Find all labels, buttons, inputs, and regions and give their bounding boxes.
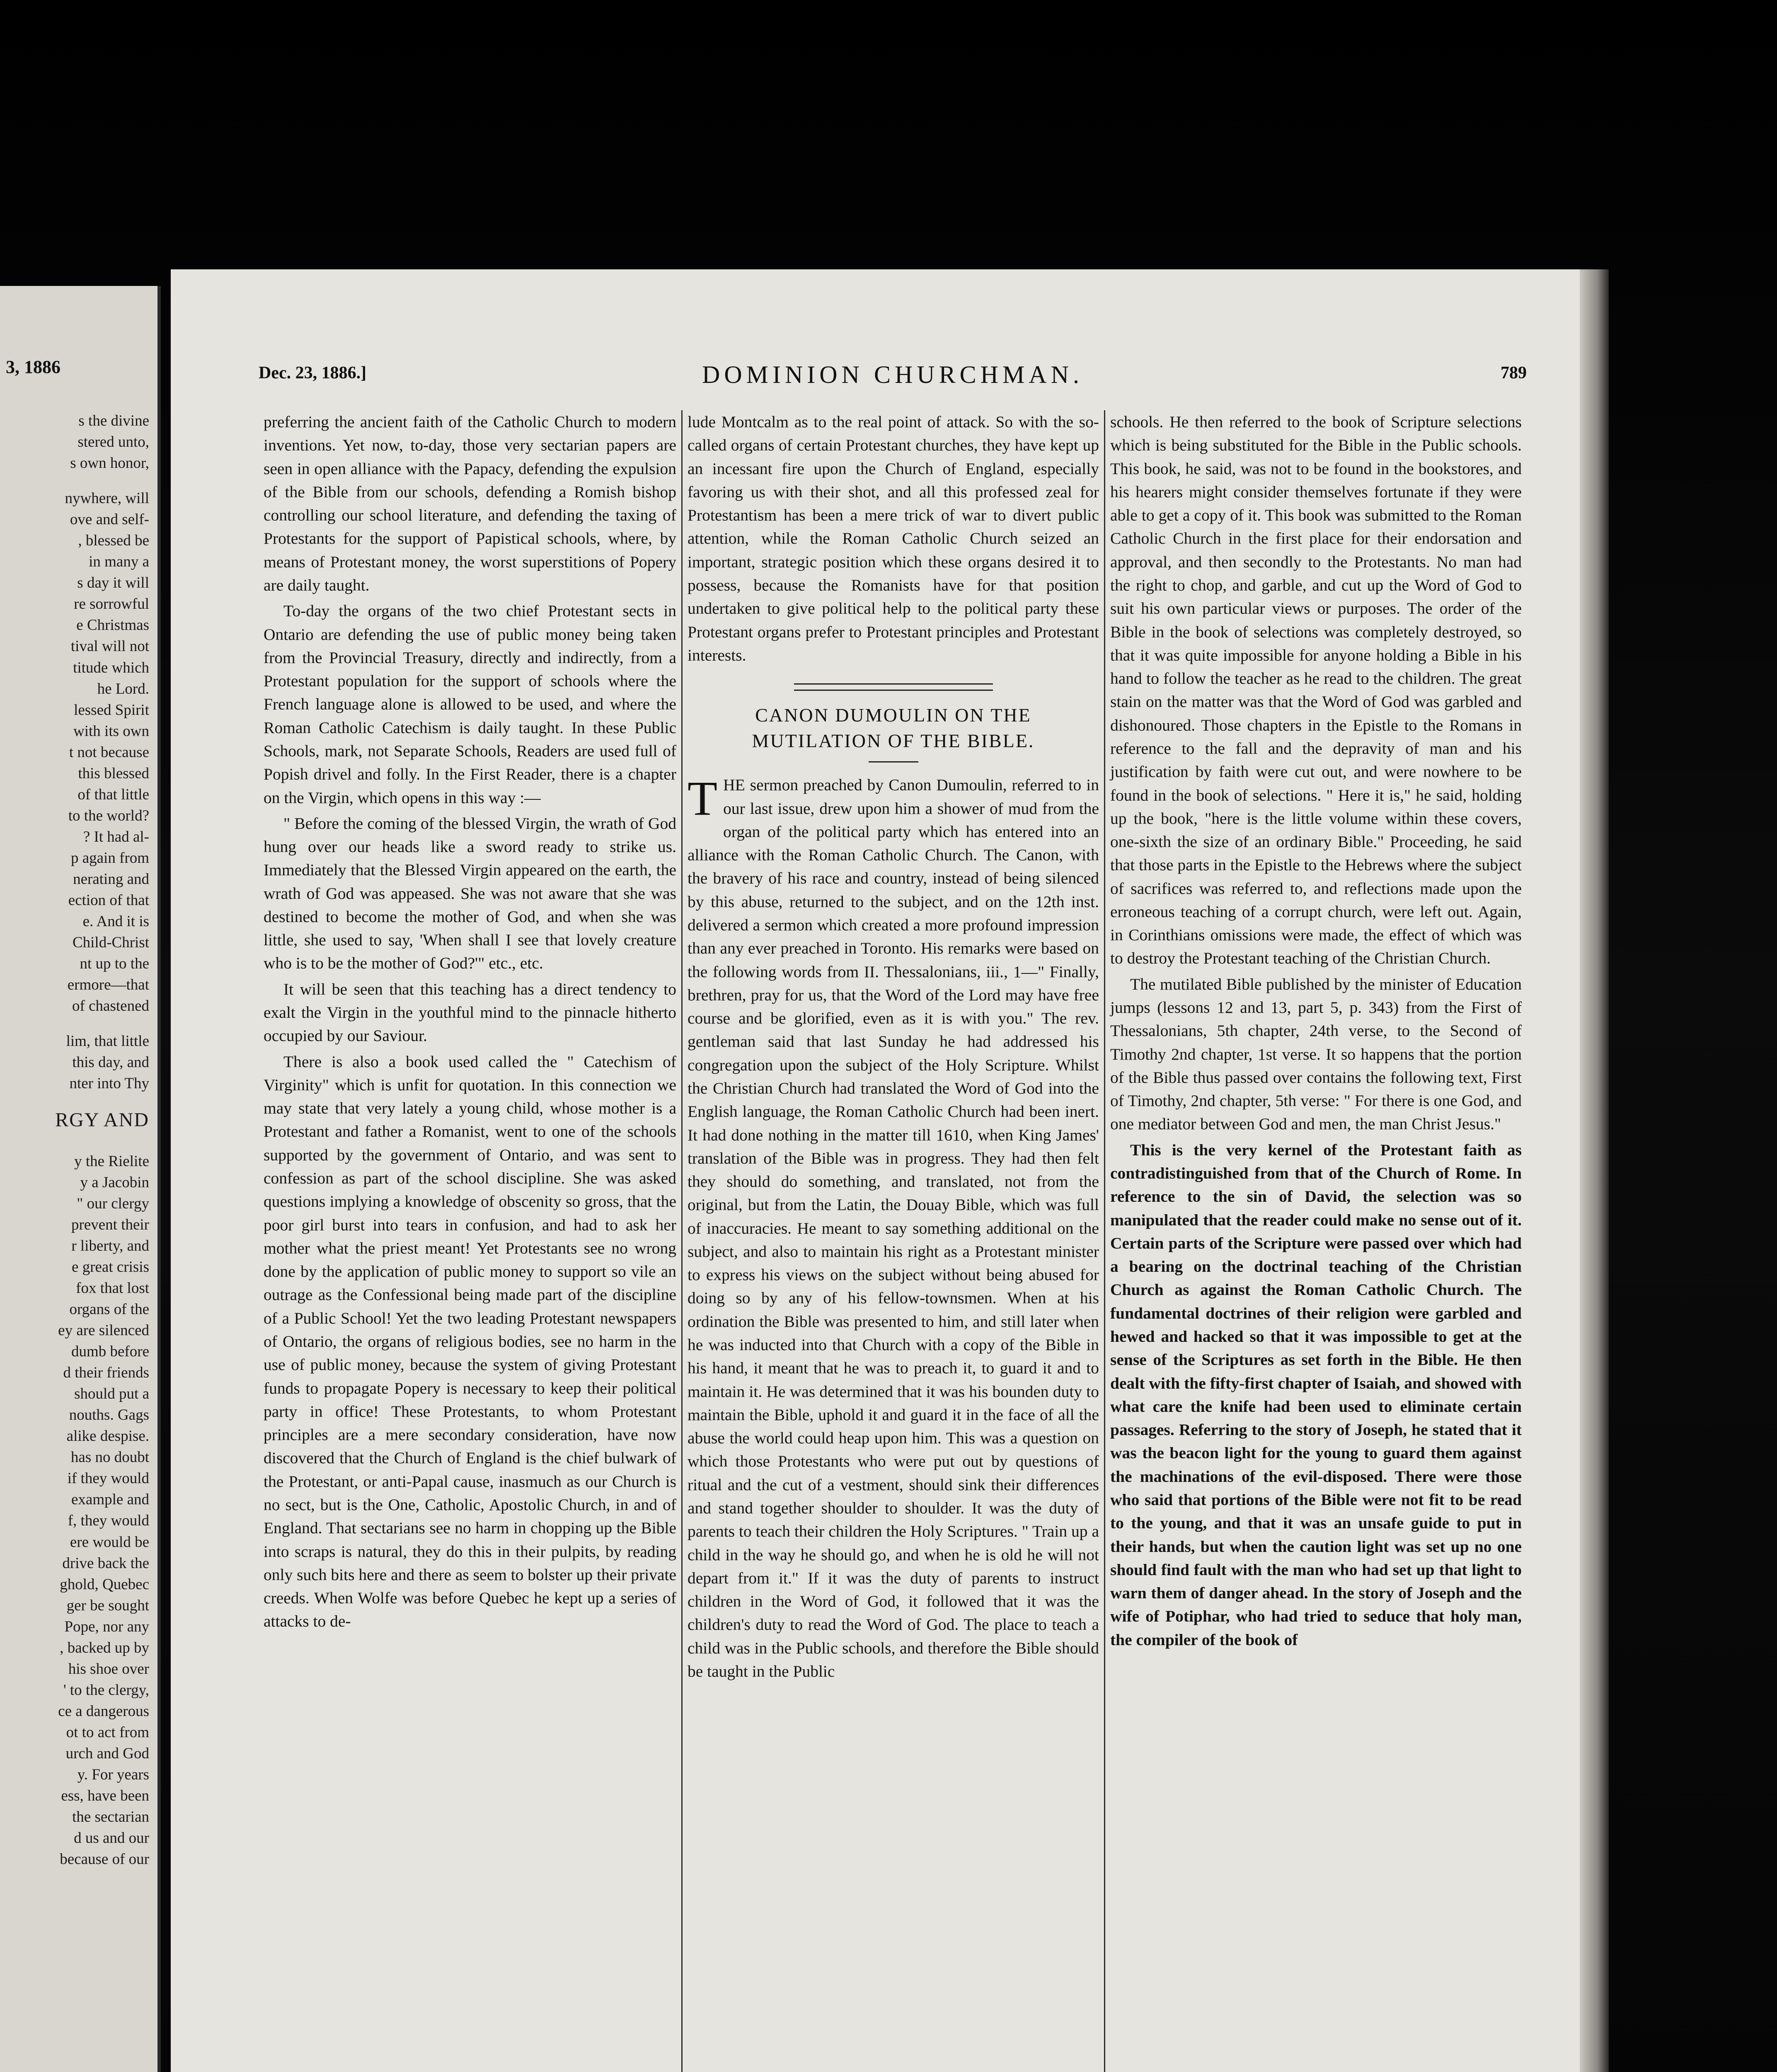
facing-page-line: urch and God xyxy=(65,1745,149,1762)
heading-rule xyxy=(869,761,918,762)
facing-page-text xyxy=(0,410,149,1870)
drop-cap: T xyxy=(688,771,718,826)
facing-page-line: of that little xyxy=(77,786,149,803)
facing-page-line: nouths. Gags xyxy=(69,1406,149,1424)
facing-page-line: t not because xyxy=(69,743,149,761)
quotation: " Before the coming of the blessed Virgin, the wrath of God hung over our heads like a sword ready to strike us. Immediately that the Blessed Virgin appeared on the earth, the wrath of God was appeased. She was not aware that she was destined to become the mother of God, and when she was little, she used to say, 'When shall I see that lovely creature who is to be the mother of God?'" etc., etc. xyxy=(264,814,676,973)
facing-page-line: stered unto, xyxy=(77,433,149,451)
facing-page-line: d us and our xyxy=(74,1830,149,1847)
facing-page-line: he Lord. xyxy=(97,680,149,697)
facing-page-line: in many a xyxy=(89,553,149,571)
running-head xyxy=(259,361,1527,390)
facing-page-line xyxy=(0,1017,149,1031)
paragraph: This is the very kernel of the Protestant faith as contradistinguished from that of the Church of Rome. In reference to the sin of David, the selection was so manipulated that the reader could make no sense out of it. Certain parts of the Scripture were passed over which had a bearing on the doctrinal teaching of the Christian Church as against the Roman Catholic Church. The fundamental doctrines of their religion were garbled and hewed and hacked so that it was impossible to get at the sense of the Scriptures as set forth in the Bible. He then dealt with the fifty-first chapter of Isaiah, and showed with what care the knife had been used to eliminate certain passages. Referring to the story of Joseph, he stated that it was the beacon light for the young to guard them against the machinations of the evil-disposed. There were those who said that portions of the Bible were not fit to be read to the young, and that it was an unsafe guide to put in their hands, but when the caution light was set up no one should find fault with the man who had set up that light to warn them of danger ahead. In the story of Joseph and the wife of Potiphar, who had tried to seduce that holy man, the compiler of the book of xyxy=(1110,1140,1522,1649)
facing-page-line: , backed up by xyxy=(60,1639,149,1656)
paragraph: It will be seen that this teaching has a direct tendency to exalt the Virgin in the youthful mind to the pinnacle hitherto occupied by our Saviour. xyxy=(264,980,676,1045)
facing-page-line: nerating and xyxy=(73,870,149,888)
facing-page-line: s own honor, xyxy=(70,455,149,472)
facing-page-line: f, they would xyxy=(68,1512,149,1530)
facing-page-line: s day it will xyxy=(77,574,149,592)
facing-page-heading: RGY AND xyxy=(55,1109,149,1131)
publication-title: DOMINION CHURCHMAN. xyxy=(702,361,1084,388)
facing-page-line: ? It had al- xyxy=(83,828,149,845)
facing-page-line: ' to the clergy, xyxy=(63,1681,149,1699)
facing-page-line: d their friends xyxy=(63,1364,149,1382)
facing-page-line: because of our xyxy=(60,1851,149,1868)
facing-page-line: example and xyxy=(71,1491,149,1508)
facing-page-line: to the world? xyxy=(68,807,149,824)
facing-page-line: lessed Spirit xyxy=(74,701,149,719)
facing-page-line: ger be sought xyxy=(66,1597,149,1614)
facing-page-line: ghold, Quebec xyxy=(60,1576,149,1593)
facing-page-line: y. For years xyxy=(77,1766,149,1784)
page-number: 789 xyxy=(1501,363,1527,382)
facing-page-line: nter into Thy xyxy=(69,1075,149,1092)
facing-page-line: lim, that little xyxy=(66,1033,149,1050)
facing-page-line: ove and self- xyxy=(70,511,149,528)
facing-page-line: ce a dangerous xyxy=(58,1702,149,1720)
facing-page-line: y a Jacobin xyxy=(80,1174,149,1191)
page-edge xyxy=(1580,269,1609,2072)
facing-page-line: with its own xyxy=(73,722,149,740)
facing-page-line: ess, have been xyxy=(61,1787,149,1805)
column-3 xyxy=(1104,410,1527,2072)
facing-page-line: this blessed xyxy=(78,765,149,782)
facing-page-line: titude which xyxy=(73,659,149,676)
paragraph: lude Montcalm as to the real point of attack. So with the so-called organs of certain Protestant churches, they have kept up an incessant fire upon the Church of England, especially favoring us with their shot, and all this professed zeal for Protestantism has been a mere trick of war to divert public attention, while the Roman Catholic Church seized an important, strategic position which these organs desired it to possess, because the Romanists have for that position undertaken to give political help to the political party these Protestant organs prefer to Protestant principles and Protestant interests. xyxy=(688,413,1099,664)
facing-page-line: tival will not xyxy=(70,638,149,655)
paragraph: preferring the ancient faith of the Catholic Church to modern inventions. Yet now, to-day, those very sectarian papers are seen in open alliance with the Papacy, defending the expulsion of the Bible from our schools, defending a Romish bishop controlling our school literature, and defending the taxing of Protestants for the support of Papistical schools, where, by means of Protestant money, the worst superstitions of Popery are daily taught. xyxy=(264,413,676,594)
issue-date: Dec. 23, 1886.] xyxy=(259,363,367,382)
facing-page-line: ot to act from xyxy=(66,1723,149,1741)
facing-page-line: has no doubt xyxy=(70,1449,149,1466)
facing-page-line: prevent their xyxy=(71,1216,149,1233)
facing-page-line: his shoe over xyxy=(68,1660,149,1677)
facing-page-line xyxy=(0,474,149,488)
facing-page-line: organs of the xyxy=(69,1301,149,1318)
facing-page-line: , blessed be xyxy=(78,532,149,549)
paragraph: To-day the organs of the two chief Protestant sects in Ontario are defending the use of public money being taken from the Provincial Treasury, directly and indirectly, from a Protestant population for the support of schools where the French language alone is allowed to be used, and where the Roman Catholic Catechism is daily taught. In these Public Schools, mark, not Separate Schools, Readers are used full of Popish drivel and folly. In the First Reader, there is a chapter on the Virgin, which opens in this way :— xyxy=(264,602,676,807)
facing-page-line: e great crisis xyxy=(72,1258,149,1276)
facing-page-line: Pope, nor any xyxy=(64,1618,149,1635)
facing-page-line: the sectarian xyxy=(72,1808,149,1826)
facing-page-line: p again from xyxy=(70,849,149,867)
facing-page-fragment xyxy=(0,286,161,2072)
facing-page-line: ection of that xyxy=(68,892,149,909)
section-divider xyxy=(794,683,993,691)
facing-page-line: y the Rielite xyxy=(74,1152,149,1170)
facing-page-line: e. And it is xyxy=(82,913,149,930)
facing-page-line: nt up to the xyxy=(80,955,149,973)
facing-page-line: ermore—that xyxy=(67,976,149,994)
facing-page-line: should put a xyxy=(74,1385,149,1403)
paragraph: schools. He then referred to the book of Scripture selections which is being substituted for the Bible in the Public schools. This book, he said, was not to be found in the bookstores, and his hearers might consider themselves fortunate if they were able to get a copy of it. This book was submitted to the Roman Catholic Church in the first place for their endorsation and approval, and then secondly to the Protestants. No man had the right to chop, and garble, and cut up the Word of God to suit his own particular views or purposes. The order of the Bible in the book of selections was completely destroyed, so that it was quite impossible for anyone holding a Bible in his hand to follow the teacher as he read to the children. The great stain on the matter was that the Word of God was garbled and dishonoured. Those chapters in the Epistle to the Romans in reference to the fall and the depravity of man and his justification by faith were cut out, and were nowhere to be found in the book of selections. " Here it is," he said, holding up the book, "here is the little volume within these covers, one-sixth the size of an ordinary Bible." Proceeding, he said that those parts in the Epistle to the Hebrews where the subject of sacrifices was referred to, and reflections made upon the erroneous teaching of a corrupt church, were left out. Again, in Corinthians omissions were made, the effect of which was to destroy the Protestant teaching of the Christian Church. xyxy=(1110,413,1522,968)
facing-page-line: e Christmas xyxy=(76,617,149,634)
article-first-paragraph xyxy=(688,773,1099,1683)
text-columns xyxy=(259,410,1527,2072)
paragraph: There is also a book used called the " Catechism of Virginity" which is unfit for quotation. In this connection we may state that very lately a young child, whose mother is a Protestant and father a Romanist, went to one of the schools supported by the government of Ontario, and was sent to confession as part of the school discipline. She was asked questions implying a knowledge of obscenity so gross, that the poor girl burst into tears in confusion, and had to ask her mother what the priest meant! Yet Protestants see no wrong done by the application of public money to support so vile an outrage as the Confessional being made part of the discipline of a Public School! Yet the two leading Protestant newspapers of Ontario, the organs of religious bodies, see no harm in the use of public money, because the system of giving Protestant funds to propagate Popery is necessary to keep their political party in office! These Protestants, to whom Protestant principles are a mere secondary consideration, have now discovered that the Church of England is the chief bulwark of the Protestant, or anti-Papal cause, inasmuch as our Church is no sect, but is the One, Catholic, Apostolic Church, in and of England. That sectarians see no harm in chopping up the Bible into scraps is natural, they do this in their pulpits, by reading only such bits here and there as seem to bolster up their private creeds. When Wolfe was before Quebec he kept up a series of attacks to de- xyxy=(264,1052,676,1631)
facing-page-line: dumb before xyxy=(71,1343,149,1360)
facing-page-line: r liberty, and xyxy=(71,1237,149,1254)
facing-page-date: 3, 1886 xyxy=(6,357,61,377)
article-heading: CANON DUMOULIN ON THE MUTILATION OF THE BIBLE. xyxy=(752,704,1035,752)
facing-page-line: this day, and xyxy=(72,1054,149,1071)
facing-page-line: " our clergy xyxy=(77,1195,149,1212)
facing-page-line: drive back the xyxy=(62,1554,149,1572)
facing-page-line: of chastened xyxy=(72,997,149,1015)
facing-page-line: alike despise. xyxy=(66,1428,149,1445)
newspaper-page xyxy=(171,269,1580,2072)
facing-page-line: Child-Christ xyxy=(72,934,149,951)
paragraph: The mutilated Bible published by the minister of Education jumps (lessons 12 and 13, part 5, p. 343) from the First of Thessalonians, 5th chapter, 24th verse, to the Second of Timothy 2nd chapter, 1st verse. It so happens that the portion of the Bible thus passed over contains the following text, First of Timothy, 2nd chapter, 5th verse: " For there is one God, and one mediator between God and men, the man Christ Jesus." xyxy=(1110,975,1522,1133)
facing-page-line: fox that lost xyxy=(76,1279,149,1297)
facing-page-line: re sorrowful xyxy=(74,595,149,613)
facing-page-line: s the divine xyxy=(78,412,149,429)
facing-page-line: nywhere, will xyxy=(65,490,149,507)
facing-page-line: ey are silenced xyxy=(58,1322,149,1339)
column-1 xyxy=(259,410,681,2072)
article-text: HE sermon preached by Canon Dumoulin, referred to in our last issue, drew upon him a shower of mud from the organ of the political party which has entered into an alliance with the Roman Catholic Church. The Canon, with the bravery of his race and country, instead of being silenced by this abuse, returned to the subject, and on the 12th inst. delivered a sermon which created a more profound impression than any ever preached in Toronto. His remarks were based on the following words from II. Thessalonians, iii., 1—" Finally, brethren, pray for us, that the Word of the Lord may have free course and be glorified, even as it is with you." The rev. gentleman said that last Sunday he had addressed his congregation upon the subject of the Holy Scripture. Whilst the Christian Church had translated the Word of God into the English language, the Roman Catholic Church had been inert. It had done nothing in the matter till 1610, when King James' translation of the Bible was in progress. They had then felt they should do something, and translated, not from the original, but from the Latin, the Douay Bible, which was full of inaccuracies. He meant to say something additional on the subject, and also to maintain his right as a Protestant minister to express his views on the subject without being abused for doing so by any of his fellow-townsmen. When at his ordination the Bible was presented to him, and still later when he was inducted into that Church with a copy of the Bible in his hand, it meant that he was to preach it, to guard it and to maintain it. He was determined that it was his bounden duty to maintain the Bible, uphold it and guard it in the face of all the abuse the world could heap upon him. This was a question on which those Protestants who were put out by questions of ritual and the cut of a vestment, should sink their differences and stand together shoulder to shoulder. It was the duty of parents to teach their children the Holy Scriptures. " Train up a child in the way he should go, and when he is old he will not depart from it." If it was the duty of parents to instruct children in the Word of God, it followed that it was the children's duty to read the Word of God. The place to teach a child was in the Public schools, and therefore the Bible should be taught in the Public xyxy=(688,776,1099,1680)
facing-page-line: ere would be xyxy=(70,1533,149,1551)
facing-page-line: if they would xyxy=(67,1470,149,1487)
column-2 xyxy=(681,410,1104,2072)
